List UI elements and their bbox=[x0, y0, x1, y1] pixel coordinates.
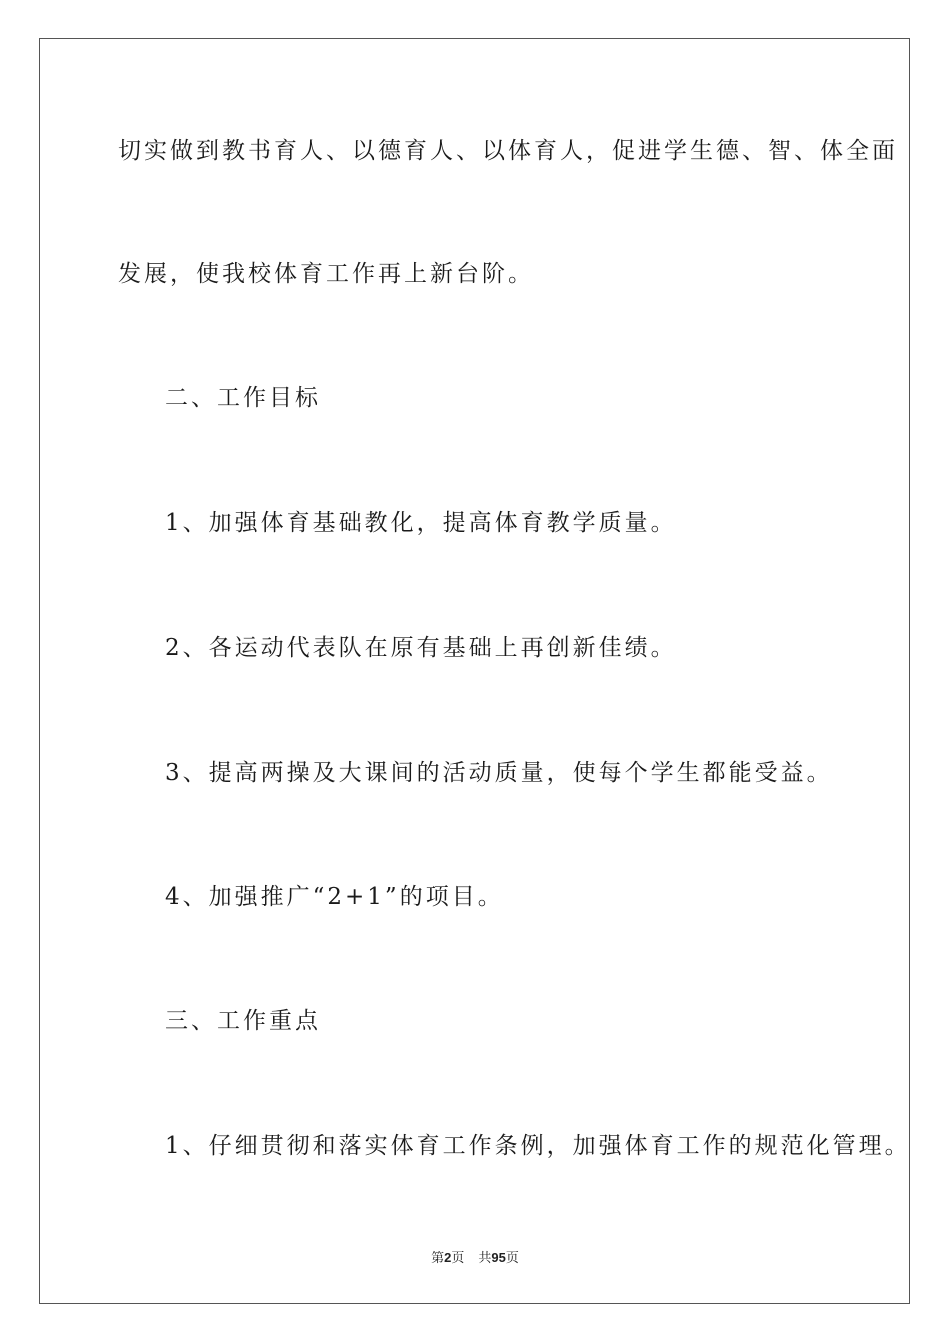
current-page-number: 2 bbox=[444, 1250, 452, 1265]
page-border bbox=[39, 38, 910, 1304]
paragraph-line: 发展，使我校体育工作再上新台阶。 bbox=[118, 261, 534, 287]
list-item: 1、加强体育基础教化，提高体育教学质量。 bbox=[165, 510, 677, 536]
total-prefix: 共 bbox=[478, 1250, 492, 1265]
list-item: 3、提高两操及大课间的活动质量，使每个学生都能受益。 bbox=[165, 760, 833, 786]
list-item: 2、各运动代表队在原有基础上再创新佳绩。 bbox=[165, 635, 677, 661]
page-footer bbox=[0, 1247, 950, 1266]
section-heading: 二、工作目标 bbox=[165, 385, 321, 411]
page-prefix: 第 bbox=[431, 1250, 445, 1265]
section-heading: 三、工作重点 bbox=[165, 1008, 321, 1034]
total-pages-number: 95 bbox=[491, 1250, 506, 1265]
total-suffix: 页 bbox=[505, 1250, 519, 1265]
list-item: 4、加强推广“2+1”的项目。 bbox=[165, 884, 504, 910]
page-suffix: 页 bbox=[451, 1250, 465, 1265]
paragraph-line: 切实做到教书育人、以德育人、以体育人，促进学生德、智、体全面 bbox=[118, 138, 898, 164]
list-item: 1、仔细贯彻和落实体育工作条例，加强体育工作的规范化管理。 bbox=[165, 1133, 911, 1159]
